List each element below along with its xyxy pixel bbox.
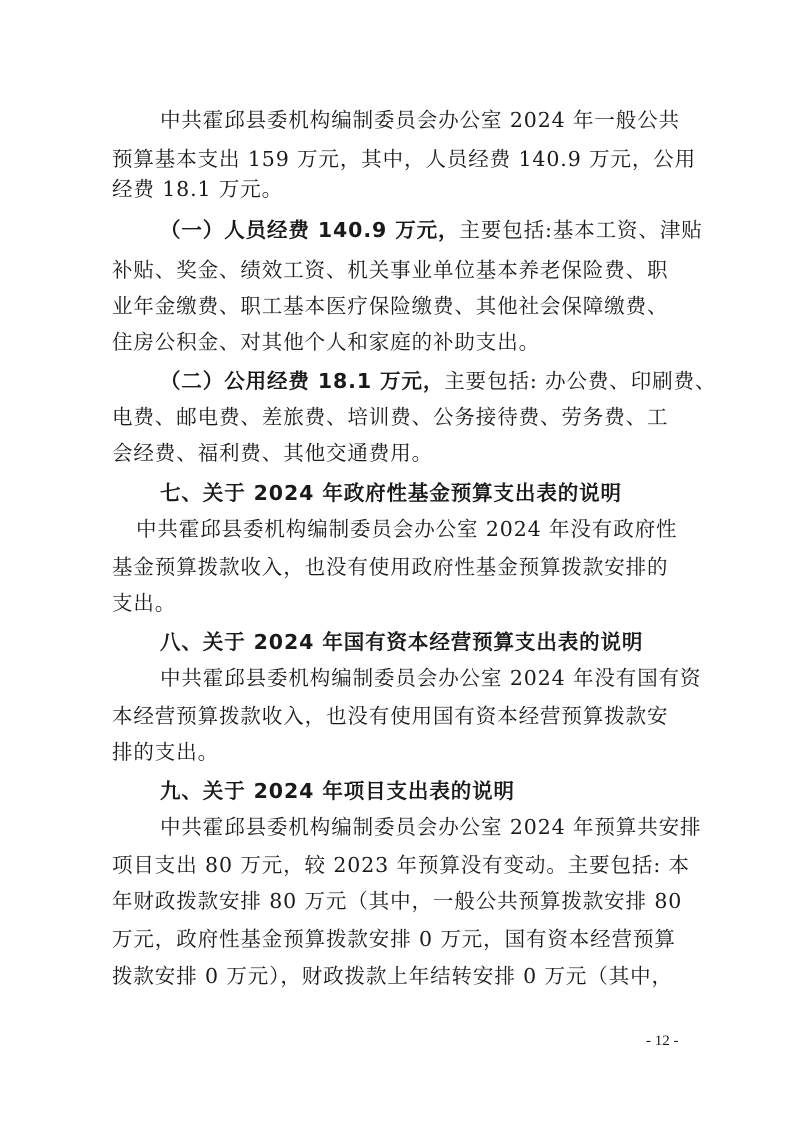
- paragraph-line: 支出。: [112, 591, 177, 615]
- bold-lead-public-cost: （二）公用经费 18.1 万元，: [160, 369, 445, 393]
- paragraph-line: 中共霍邱县委机构编制委员会办公室 2024 年没有政府性: [136, 517, 678, 541]
- paragraph-text: 主要包括: 办公费、印刷费、: [444, 369, 717, 393]
- paragraph-line: 预算基本支出 159 万元，其中，人员经费 140.9 万元，公用: [112, 147, 697, 171]
- paragraph-line: 中共霍邱县委机构编制委员会办公室 2024 年一般公共: [160, 108, 681, 132]
- paragraph-line: 万元，政府性基金预算拨款安排 0 万元，国有资本经营预算: [112, 927, 676, 951]
- paragraph-text: 主要包括:基本工资、津贴: [459, 218, 703, 242]
- paragraph-line: 中共霍邱县委机构编制委员会办公室 2024 年预算共安排: [160, 815, 702, 839]
- paragraph-line: 电费、邮电费、差旅费、培训费、公务接待费、劳务费、工: [112, 405, 669, 429]
- paragraph-line: 基金预算拨款收入，也没有使用政府性基金预算拨款安排的: [112, 555, 669, 579]
- paragraph-line-with-bold: [160, 367, 793, 395]
- paragraph-line: 会经费、福利费、其他交通费用。: [112, 441, 433, 465]
- paragraph-line: 本经营预算拨款收入，也没有使用国有资本经营预算拨款安: [112, 704, 669, 728]
- paragraph-line: 拨款安排 0 万元），财政拨款上年结转安排 0 万元（其中，: [112, 964, 673, 988]
- section-heading-8: 八、关于 2024 年国有资本经营预算支出表的说明: [160, 630, 644, 654]
- paragraph-line: 年财政拨款安排 80 万元（其中，一般公共预算拨款安排 80: [112, 889, 683, 913]
- paragraph-line: 经费 18.1 万元。: [112, 177, 284, 201]
- bold-lead-personnel-cost: （一）人员经费 140.9 万元，: [160, 218, 460, 242]
- paragraph-line: 中共霍邱县委机构编制委员会办公室 2024 年没有国有资: [160, 666, 702, 690]
- section-heading-7: 七、关于 2024 年政府性基金预算支出表的说明: [160, 481, 622, 505]
- paragraph-line-with-bold: [160, 216, 793, 244]
- section-heading-9: 九、关于 2024 年项目支出表的说明: [160, 779, 515, 803]
- paragraph-line: 项目支出 80 万元，较 2023 年预算没有变动。主要包括: 本: [112, 853, 690, 877]
- paragraph-line: 业年金缴费、职工基本医疗保险缴费、其他社会保障缴费、: [112, 294, 669, 318]
- paragraph-line: 补贴、奖金、绩效工资、机关事业单位基本养老保险费、职: [112, 258, 669, 282]
- page-number: - 12 -: [646, 1033, 679, 1049]
- paragraph-line: 住房公积金、对其他个人和家庭的补助支出。: [112, 330, 540, 354]
- paragraph-line: 排的支出。: [112, 740, 219, 764]
